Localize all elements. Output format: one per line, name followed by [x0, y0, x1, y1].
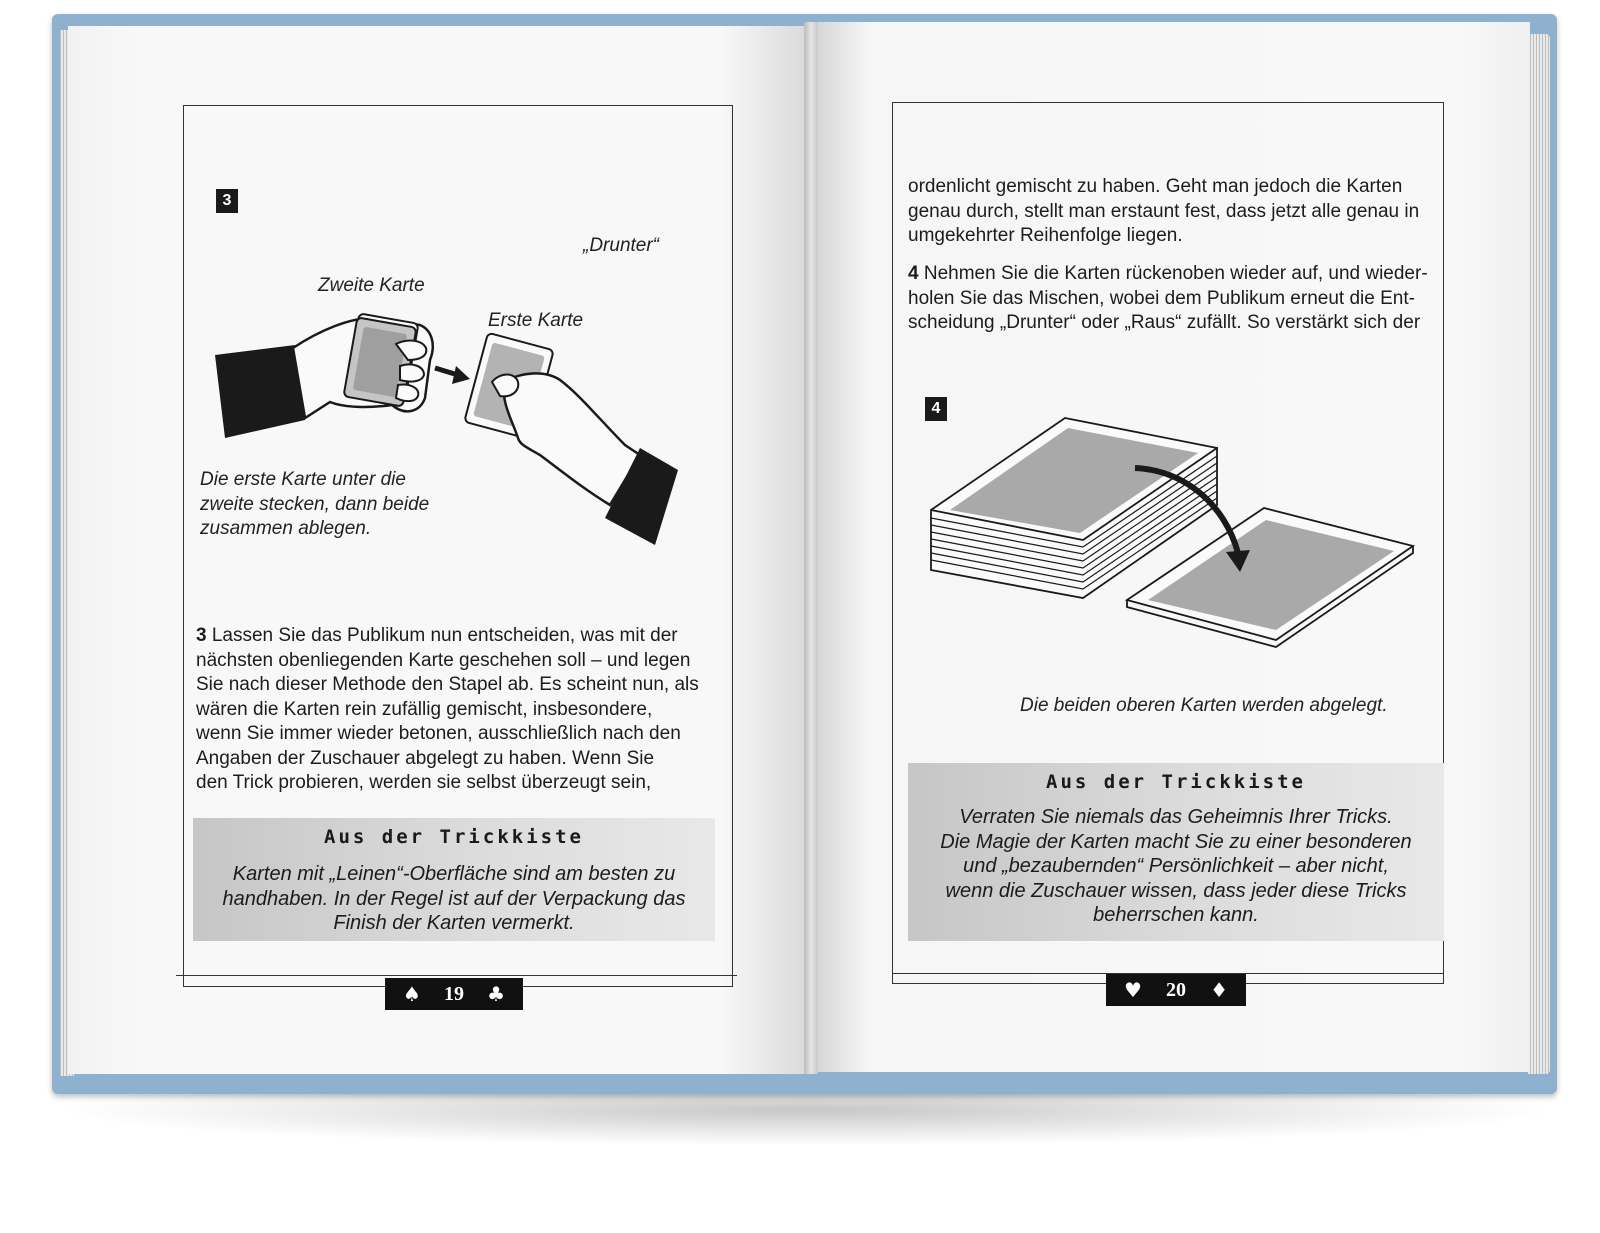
spade-icon: ♠ [403, 982, 421, 1006]
body-line: scheidung „Drunter“ oder „Raus“ zufällt. So verstärkt sich der [908, 312, 1421, 333]
label-zweite-karte: Zweite Karte [318, 275, 425, 296]
body-line: umgekehrter Reihenfolge liegen. [908, 225, 1183, 246]
body-line: Lassen Sie das Publikum nun entscheiden, was mit der [211, 625, 678, 646]
tip-line: beherrschen kann. [1093, 904, 1259, 926]
body-line: Angaben der Zuschauer abgelegt zu haben. Wenn Sie [196, 747, 655, 769]
label-drunter: „Drunter“ [583, 235, 660, 256]
step-number: 4 [908, 263, 919, 284]
tip-text [918, 805, 1434, 928]
page-number: 19 [444, 982, 464, 1005]
illustration-caption: Die beiden oberen Karten werden abgelegt. [1020, 695, 1388, 716]
heart-icon: ♥ [1124, 978, 1142, 1002]
body-line: genau durch, stellt man erstaunt fest, dass jetzt alle genau in [908, 200, 1420, 222]
caption-line: Die erste Karte unter die [200, 469, 406, 490]
step-badge: 3 [216, 189, 238, 213]
body-line: wenn Sie immer wieder betonen, ausschließlich nach den [196, 723, 681, 744]
step-badge: 4 [925, 397, 947, 421]
label-erste-karte: Erste Karte [488, 310, 584, 331]
body-line: wären die Karten rein zufällig gemischt, insbesondere, [196, 698, 653, 720]
tip-heading: Aus der Trickkiste [324, 826, 584, 848]
tip-line: Die Magie der Karten macht Sie zu einer besonderen [940, 830, 1412, 853]
step-number: 3 [196, 625, 207, 646]
tip-line: Karten mit „Leinen“-Oberfläche sind am besten zu [232, 863, 676, 885]
tip-box [908, 763, 1444, 941]
body-line: ordenlicht gemischt zu haben. Geht man jedoch die Karten [908, 176, 1403, 197]
page-number: 20 [1166, 978, 1186, 1001]
caption-line: zusammen ablegen. [200, 518, 372, 539]
tip-line: und „bezaubernden“ Persönlichkeit – aber nicht, [963, 855, 1389, 877]
page-footer-20 [1106, 974, 1246, 1006]
body-line: Nehmen Sie die Karten rückenoben wieder auf, und wieder- [923, 263, 1428, 284]
tip-heading: Aus der Trickkiste [1046, 771, 1306, 793]
diamond-icon: ♦ [1210, 978, 1228, 1002]
tip-line: handhaben. In der Regel ist auf der Verpackung das [222, 887, 686, 910]
body-line: holen Sie das Mischen, wobei dem Publikum erneut die Ent- [908, 287, 1415, 309]
tip-line: Finish der Karten vermerkt. [333, 912, 575, 934]
body-line: den Trick probieren, werden sie selbst überzeugt sein, [196, 772, 652, 793]
caption-line: zweite stecken, dann beide [200, 493, 430, 515]
body-line: Sie nach dieser Methode den Stapel ab. Es scheint nun, als [196, 674, 699, 695]
body-line: nächsten obenliegenden Karte geschehen soll – und legen [196, 649, 691, 671]
club-icon: ♣ [487, 982, 505, 1006]
tip-line: Verraten Sie niemals das Geheimnis Ihrer Tricks. [959, 806, 1393, 828]
tip-line: wenn die Zuschauer wissen, dass jeder diese Tricks [945, 879, 1407, 902]
